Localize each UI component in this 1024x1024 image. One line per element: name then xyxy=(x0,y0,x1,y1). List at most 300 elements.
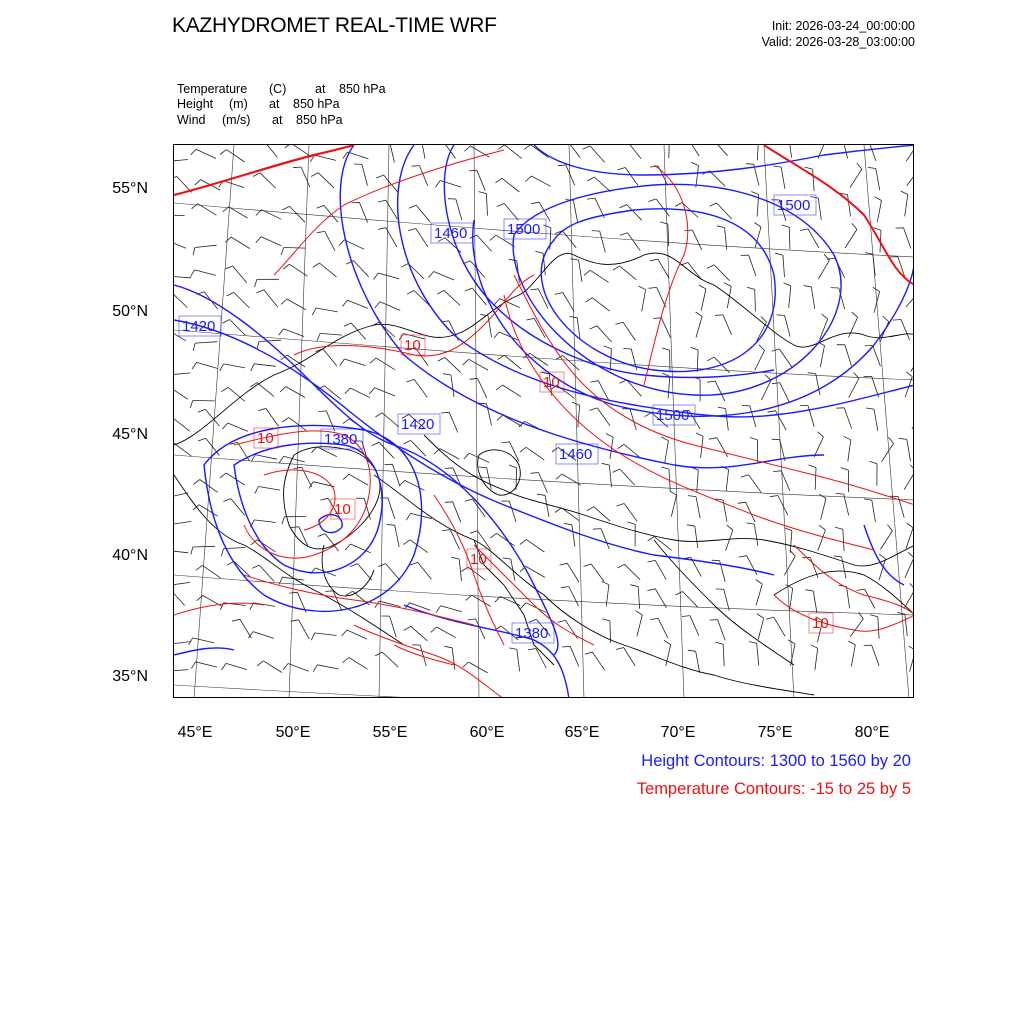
wind-barb-flag xyxy=(399,480,405,486)
wind-barb-flag xyxy=(569,316,577,317)
lon-label-70: 70°E xyxy=(660,724,696,741)
wind-barb xyxy=(545,495,549,517)
wind-barb-flag xyxy=(250,383,257,387)
wind-barb-flag xyxy=(684,230,692,231)
wind-barb xyxy=(910,651,915,672)
wind-barb-flag xyxy=(227,292,234,296)
wind-barb-flag xyxy=(497,415,503,420)
wind-barb xyxy=(668,376,670,398)
wind-barb xyxy=(696,651,700,673)
wind-barb-flag xyxy=(408,229,416,231)
wind-barb-flag xyxy=(174,176,177,179)
wind-barb-flag xyxy=(375,413,382,417)
wind-barb xyxy=(421,145,425,159)
wind-barb xyxy=(717,438,728,457)
wind-barb xyxy=(878,617,879,639)
wind-barb-flag xyxy=(451,557,459,559)
wind-barb-flag xyxy=(498,355,505,359)
wind-barb xyxy=(487,404,492,426)
wind-barb-flag xyxy=(345,388,351,394)
wind-barb-flag xyxy=(374,273,378,280)
wind-barb xyxy=(197,362,218,368)
wind-barb xyxy=(844,408,852,429)
wind-barb xyxy=(780,383,790,403)
wind-barb-flag xyxy=(901,191,908,195)
wind-barb-flag xyxy=(520,540,526,545)
wind-barb-flag xyxy=(537,494,545,495)
wind-barb xyxy=(683,592,698,608)
wind-barb xyxy=(440,449,459,460)
wind-barb xyxy=(550,228,551,250)
wind-barb-flag xyxy=(645,413,652,417)
lon-label-45: 45°E xyxy=(177,724,213,741)
wind-barb xyxy=(713,145,728,156)
wind-barb-flag xyxy=(339,240,345,246)
wind-barb xyxy=(904,471,914,490)
wind-barb-flag xyxy=(585,652,593,654)
wind-barb-flag xyxy=(403,540,409,545)
wind-barb xyxy=(476,619,485,639)
wind-barb xyxy=(569,587,579,607)
wind-barb xyxy=(814,437,823,457)
wind-barb-flag xyxy=(531,202,539,204)
wind-barb-flag xyxy=(555,293,563,295)
wind-barb xyxy=(816,374,820,396)
variable-temperature: Temperature (C) at 850 hPa xyxy=(177,82,386,96)
wind-barb-flag xyxy=(558,165,566,166)
height-label: 1420 xyxy=(182,318,216,335)
wind-barb xyxy=(254,364,276,367)
wind-barb xyxy=(326,411,334,431)
wind-barb-flag xyxy=(691,162,698,165)
wind-barb xyxy=(382,652,398,667)
wind-barb xyxy=(531,176,550,186)
wind-barb xyxy=(562,231,576,248)
wind-barb-flag xyxy=(897,613,905,615)
height-label-group xyxy=(182,197,810,642)
wind-barb xyxy=(562,508,580,521)
wind-barb xyxy=(196,149,216,158)
wind-barb-flag xyxy=(879,554,886,559)
wind-barb xyxy=(590,146,605,163)
wind-barb-flag xyxy=(490,235,496,240)
wind-barb-flag xyxy=(602,619,610,621)
wind-barb xyxy=(456,199,462,220)
wind-barb-flag xyxy=(751,192,758,195)
wind-barb xyxy=(411,626,428,641)
wind-barb xyxy=(701,289,706,311)
wind-barb xyxy=(669,145,670,158)
temperature-label: 10 xyxy=(257,430,274,447)
wind-barb xyxy=(195,245,217,247)
wind-barb xyxy=(783,255,785,277)
wind-barb-flag xyxy=(370,358,376,363)
wind-barb-flag xyxy=(874,228,882,231)
wind-barb-flag xyxy=(617,444,624,448)
height-label: 1380 xyxy=(515,625,549,642)
wind-barb xyxy=(517,649,520,671)
wind-barb-flag xyxy=(893,320,901,321)
wind-barb-flag xyxy=(401,264,408,268)
wind-barb-flag xyxy=(741,475,749,477)
wind-barb-flag xyxy=(255,487,259,494)
wind-barb-flag xyxy=(864,499,872,500)
wind-barb xyxy=(174,160,188,162)
wind-barb xyxy=(847,587,850,609)
wind-barb xyxy=(904,228,911,249)
wind-barb-flag xyxy=(190,270,194,277)
wind-barb xyxy=(790,531,792,553)
wind-barb-flag xyxy=(587,198,595,199)
wind-barb-flag xyxy=(707,265,714,269)
wind-barb-flag xyxy=(281,248,284,256)
wind-barb xyxy=(416,229,428,247)
wind-barb xyxy=(880,531,892,550)
wind-barb xyxy=(469,359,488,370)
temperature-label: 10 xyxy=(334,501,351,518)
wind-barb-flag xyxy=(617,504,625,507)
wind-barb xyxy=(472,595,491,606)
wind-barb-flag xyxy=(613,469,620,472)
wind-barb xyxy=(240,619,252,638)
forecast-map[interactable] xyxy=(173,144,914,698)
wind-barb xyxy=(453,502,461,523)
wind-barb xyxy=(813,591,817,613)
wind-barb-flag xyxy=(773,166,781,167)
wind-barb-flag xyxy=(590,381,598,382)
wind-barb-flag xyxy=(556,474,562,479)
wind-barb xyxy=(349,474,368,485)
wind-barb xyxy=(344,359,365,366)
wind-barb-flag xyxy=(372,442,379,445)
wind-barb xyxy=(687,145,699,156)
wind-barb-flag xyxy=(785,528,792,531)
wind-barb-flag xyxy=(465,499,473,501)
wind-barb xyxy=(259,487,281,491)
wind-barb xyxy=(638,587,639,609)
wind-barb xyxy=(511,559,515,581)
wind-barb-flag xyxy=(526,318,534,320)
wind-barb-flag xyxy=(255,279,257,287)
lon-label-75: 75°E xyxy=(757,724,793,741)
wind-barb xyxy=(316,308,338,312)
wind-barb xyxy=(697,470,699,492)
lat-label-40: 40°N xyxy=(112,547,148,564)
wind-barb-flag xyxy=(342,300,347,306)
wind-barb xyxy=(174,418,190,432)
wind-barb xyxy=(234,292,250,308)
wind-barb xyxy=(610,349,611,371)
wind-barb-flag xyxy=(772,349,780,351)
wind-barb-flag xyxy=(378,200,386,202)
wind-barb-flag xyxy=(887,525,892,531)
wind-barb-flag xyxy=(222,320,229,324)
wind-barb xyxy=(849,317,858,337)
wind-barb xyxy=(906,290,914,307)
wind-barb-flag xyxy=(279,456,283,463)
wind-barb xyxy=(486,194,487,216)
wind-barb-flag xyxy=(198,409,205,412)
wind-barb xyxy=(200,480,218,493)
wind-barb-flag xyxy=(528,649,536,650)
wind-barb-flag xyxy=(256,237,261,243)
wind-barb-flag xyxy=(526,176,532,182)
wind-barb-flag xyxy=(870,615,878,617)
wind-barb-flag xyxy=(739,556,747,557)
wind-barb xyxy=(849,378,859,397)
wind-barb xyxy=(714,265,729,281)
wind-barb xyxy=(811,287,814,309)
wind-barb xyxy=(255,455,276,460)
wind-barb xyxy=(174,670,188,672)
wind-barb-flag xyxy=(223,499,230,502)
wind-barb-flag xyxy=(834,556,842,557)
wind-barb-flag xyxy=(443,374,451,375)
wind-barb-flag xyxy=(910,583,914,589)
wind-barb-flag xyxy=(773,471,781,472)
wind-barb-flag xyxy=(587,507,594,511)
wind-barb xyxy=(690,616,699,636)
wind-barb xyxy=(572,525,575,547)
wind-barb xyxy=(790,588,793,610)
wind-barb xyxy=(905,614,907,636)
wind-barb xyxy=(876,169,880,191)
wind-barb-flag xyxy=(907,523,913,528)
wind-barb-flag xyxy=(555,508,562,513)
wind-barb-flag xyxy=(404,626,411,630)
wind-barb xyxy=(579,260,582,282)
wind-barb xyxy=(317,665,339,669)
wind-barb-flag xyxy=(889,437,894,443)
wind-barb xyxy=(202,565,220,577)
wind-barb-flag xyxy=(866,408,874,409)
wind-barb-flag xyxy=(410,562,418,565)
wind-barb-flag xyxy=(606,434,613,438)
wind-barb-flag xyxy=(873,287,880,291)
wind-barb-flag xyxy=(192,362,197,369)
wind-barb xyxy=(301,167,310,187)
wind-barb xyxy=(390,616,397,637)
wind-barb-flag xyxy=(836,493,844,494)
wind-barb-flag xyxy=(906,372,912,377)
wind-barb-flag xyxy=(479,192,487,194)
wind-barb-flag xyxy=(221,549,223,557)
wind-barb xyxy=(818,530,826,551)
wind-barb xyxy=(386,564,400,581)
wind-barb xyxy=(390,145,395,163)
wind-barb xyxy=(665,441,669,463)
wind-barb xyxy=(623,322,635,340)
wind-barb xyxy=(477,235,492,251)
wind-barb-flag xyxy=(313,665,317,672)
wind-barb xyxy=(174,292,187,307)
wind-barb-flag xyxy=(494,299,499,305)
wind-barb-flag xyxy=(251,364,254,371)
wind-barb-flag xyxy=(630,585,638,587)
wind-barb-flag xyxy=(378,564,385,567)
wind-barb-flag xyxy=(404,440,411,444)
wind-barb-flag xyxy=(782,225,790,227)
wind-barb xyxy=(905,558,914,578)
wind-barb xyxy=(758,618,764,639)
wind-barb xyxy=(289,264,307,276)
wind-barb xyxy=(877,201,881,223)
wind-barb-flag xyxy=(592,231,600,232)
wind-barb-flag xyxy=(378,228,386,230)
wind-barb xyxy=(440,181,461,188)
wind-barb xyxy=(911,353,914,372)
wind-barb-flag xyxy=(509,465,516,468)
wind-barb-flag xyxy=(509,259,517,261)
wind-barb-flag xyxy=(770,496,778,497)
wind-barb-flag xyxy=(709,438,717,440)
wind-barb xyxy=(726,470,729,492)
wind-barb xyxy=(288,664,309,672)
wind-barb xyxy=(570,646,579,666)
wind-barb-flag xyxy=(293,167,301,168)
wind-barb xyxy=(266,408,279,426)
wind-barb xyxy=(174,387,188,399)
wind-barb xyxy=(226,663,247,669)
height-label: 1460 xyxy=(559,446,593,463)
wind-barb xyxy=(228,423,248,431)
wind-barb-flag xyxy=(757,614,764,618)
contour-labels xyxy=(182,197,829,642)
wind-barb-flag xyxy=(438,357,445,361)
lon-label-80: 80°E xyxy=(854,724,890,741)
wind-barb xyxy=(238,442,250,461)
wind-barb xyxy=(695,526,698,548)
wind-barb-flag xyxy=(664,640,671,644)
wind-barb-flag xyxy=(602,581,609,584)
wind-barb-flag xyxy=(648,560,656,562)
wind-barb-flag xyxy=(688,650,696,651)
wind-barb xyxy=(815,468,816,490)
wind-barb-flag xyxy=(561,587,569,588)
wind-barb-flag xyxy=(495,178,502,183)
wind-barb xyxy=(781,167,785,189)
wind-barb xyxy=(193,546,215,547)
wind-barb-flag xyxy=(865,253,873,255)
wind-barb-flag xyxy=(552,447,559,452)
wind-barb-flag xyxy=(670,491,677,495)
wind-barb-flag xyxy=(498,145,505,149)
wind-barb-flag xyxy=(718,407,726,409)
wind-barb-flag xyxy=(191,149,196,155)
wind-barb xyxy=(815,648,818,670)
wind-barb xyxy=(591,564,604,582)
height-label: 1460 xyxy=(434,225,468,242)
wind-barb-flag xyxy=(649,287,657,288)
wind-barb xyxy=(193,638,215,643)
wind-barb xyxy=(747,556,758,575)
wind-barb xyxy=(380,302,400,311)
wind-barb-flag xyxy=(564,523,572,524)
wind-barb-flag xyxy=(320,498,328,500)
wind-barb xyxy=(205,409,219,426)
wind-barb-flag xyxy=(343,419,349,424)
wind-barb xyxy=(195,342,217,343)
wind-barb xyxy=(174,373,190,375)
wind-barb xyxy=(907,168,914,186)
wind-barb xyxy=(656,199,669,216)
wind-barb-flag xyxy=(910,465,914,471)
wind-barb xyxy=(874,409,878,431)
wind-barb-flag xyxy=(406,513,410,520)
wind-barb-flag xyxy=(318,411,326,412)
wind-barb-flag xyxy=(282,517,285,525)
height-label: 1420 xyxy=(401,416,435,433)
wind-barb-flag xyxy=(662,348,670,350)
wind-barb-flag xyxy=(715,315,723,316)
wind-barb xyxy=(254,603,276,607)
wind-barb-flag xyxy=(429,272,434,278)
wind-barb-flag xyxy=(469,170,477,171)
wind-barb xyxy=(362,164,368,185)
wind-barb-flag xyxy=(509,648,517,650)
wind-barb-flag xyxy=(350,564,357,567)
wind-barb-flag xyxy=(696,312,703,317)
wind-barb xyxy=(842,557,846,579)
wind-barb-flag xyxy=(803,286,811,287)
wind-barb-flag xyxy=(317,231,325,232)
wind-barb xyxy=(756,584,762,605)
wind-barb xyxy=(624,648,636,667)
wind-barb-flag xyxy=(750,438,758,441)
wind-barb-flag xyxy=(717,226,725,228)
wind-barb-flag xyxy=(822,314,828,319)
wind-barb xyxy=(655,560,666,579)
height-legend: Height Contours: 1300 to 1560 by 20 xyxy=(641,752,911,770)
wind-barb xyxy=(388,498,395,519)
wind-barb xyxy=(174,550,188,553)
wind-barb-flag xyxy=(676,592,683,596)
wind-barb-flag xyxy=(225,266,232,269)
wind-barb-flag xyxy=(283,664,288,670)
map-canvas xyxy=(174,145,914,698)
wind-barb xyxy=(349,658,368,670)
wind-barb xyxy=(598,381,608,400)
wind-barb-flag xyxy=(412,166,420,167)
wind-barb-flag xyxy=(223,423,228,429)
wind-barb-flag xyxy=(344,323,351,326)
wind-barb-flag xyxy=(282,206,289,210)
wind-barb-flag xyxy=(712,560,720,561)
wind-barb-flag xyxy=(369,388,374,394)
temperature-label: 10 xyxy=(812,615,829,632)
wind-barb-flag xyxy=(852,312,858,317)
wind-barb-flag xyxy=(196,565,202,570)
wind-barb-flag xyxy=(252,565,259,568)
wind-barb xyxy=(195,270,216,276)
wind-barb-flag xyxy=(808,373,816,374)
wind-barb-flag xyxy=(661,437,668,441)
wind-barb xyxy=(509,501,516,522)
wind-barb-flag xyxy=(193,248,195,256)
wind-barb-flag xyxy=(437,290,444,294)
wind-barb xyxy=(318,173,334,188)
wind-barb xyxy=(779,349,792,367)
wind-barb xyxy=(620,469,635,485)
wind-barb xyxy=(259,340,281,341)
wind-barb xyxy=(755,289,756,311)
wind-barb xyxy=(821,498,826,519)
lat-label-50: 50°N xyxy=(112,303,148,320)
wind-barb xyxy=(324,205,338,222)
wind-barb-flag xyxy=(790,550,795,556)
wind-barb xyxy=(820,346,824,368)
wind-barb-flag xyxy=(648,537,655,541)
